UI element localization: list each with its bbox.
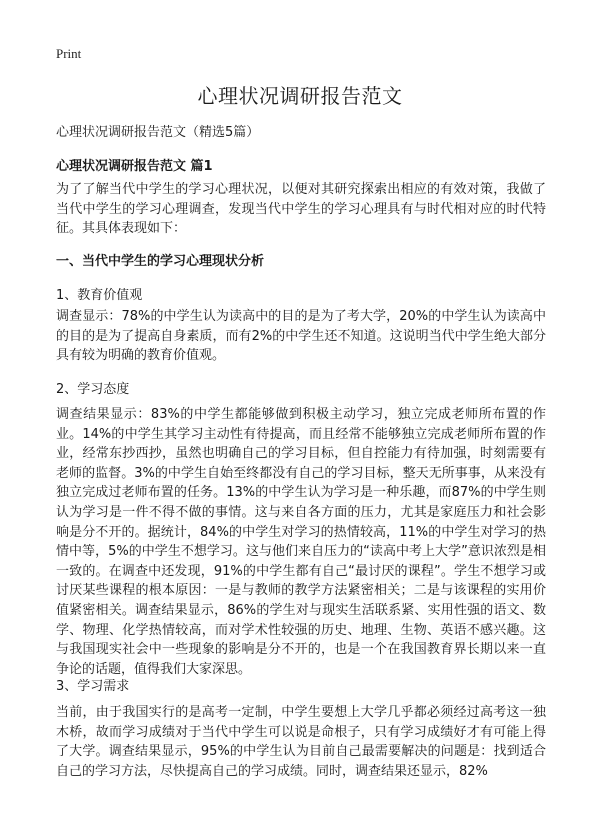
subsection-heading-learning-needs: 3、学习需求 [56,679,130,694]
paragraph-learning-attitude: 调查结果显示：83%的中学生都能够做到积极主动学习，独立完成老师所布置的作业。14%的中学生其学习主动性有待提高，而且经常不能够独立完成老师所布置的作业，经常东抄西抄，虽然也明确自己的学习目标，但自控能力有待加强，时刻需要有老师的监督。3%的中学生自始至终都没有自己的学习目标，整天无所事事，从来没有独立完成过老师布置的任务。13%的中学生认为学习是一种乐趣，而87%的中学生则认为学习是一件不得不做的事情。这与来自各方面的压力，尤其是家庭压力和社会影响是分不开的。据统计，84%的中学生对学习的热情较高，11%的中学生对学习的热情中等，5%的中学生不想学习。这与他们来自压力的“读高中考上大学”意识浓烈是相一致的。在调查中还发现，91%的中学生都有自己“最讨厌的课程”。学生不想学习或讨厌某些课程的根本原因：一是与教师的教学方法紧密相关；二是与该课程的实用价值紧密相关。调查结果显示，86%的学生对与现实生活联系紧、实用性强的语文、数学、物理、化学热情较高，而对学术性较强的历史、地理、生物、英语不感兴趣。这与我国现实社会中一些现象的影响是分不开的，也是一个在我国教育界长期以来一直争论的话题，值得我们大家深思。 [56,407,546,677]
intro-paragraph: 为了了解当代中学生的学习心理状况，以便对其研究探索出相应的有效对策，我做了当代中学生的学习心理调查，发现当代中学生的学习心理具有与时代相对应的时代特征。其具体表现如下： [56,182,546,237]
section-heading: 一、当代中学生的学习心理现状分析 [56,254,265,269]
paragraph-education-values: 调查显示：78%的中学生认为读高中的目的是为了考大学，20%的中学生认为读高中的目的是为了提高自身素质，而有2%的中学生还不知道。这说明当代中学生绝大部分具有较为明确的教育价值观。 [56,309,546,364]
subsection-heading-learning-attitude: 2、学习态度 [56,382,130,397]
article-heading: 心理状况调研报告范文 篇1 [56,159,213,174]
paragraph-learning-needs: 当前，由于我国实行的是高考一定制，中学生要想上大学几乎都必须经过高考这一独木桥，故而学习成绩对于当代中学生可以说是命根子，只有学习成绩好才有可能上得了大学。调查结果显示，95%的中学生认为目前自己最需要解决的问题是：找到适合自己的学习方法，尽快提高自己的学习成绩。同时，调查结果还显示，82% [56,705,546,779]
document-title: 心理状况调研报告范文 [197,84,403,108]
subsection-heading-education-values: 1、教育价值观 [56,288,143,303]
document-subtitle: 心理状况调研报告范文（精选5篇） [56,125,260,140]
print-link[interactable]: Print [56,46,82,61]
